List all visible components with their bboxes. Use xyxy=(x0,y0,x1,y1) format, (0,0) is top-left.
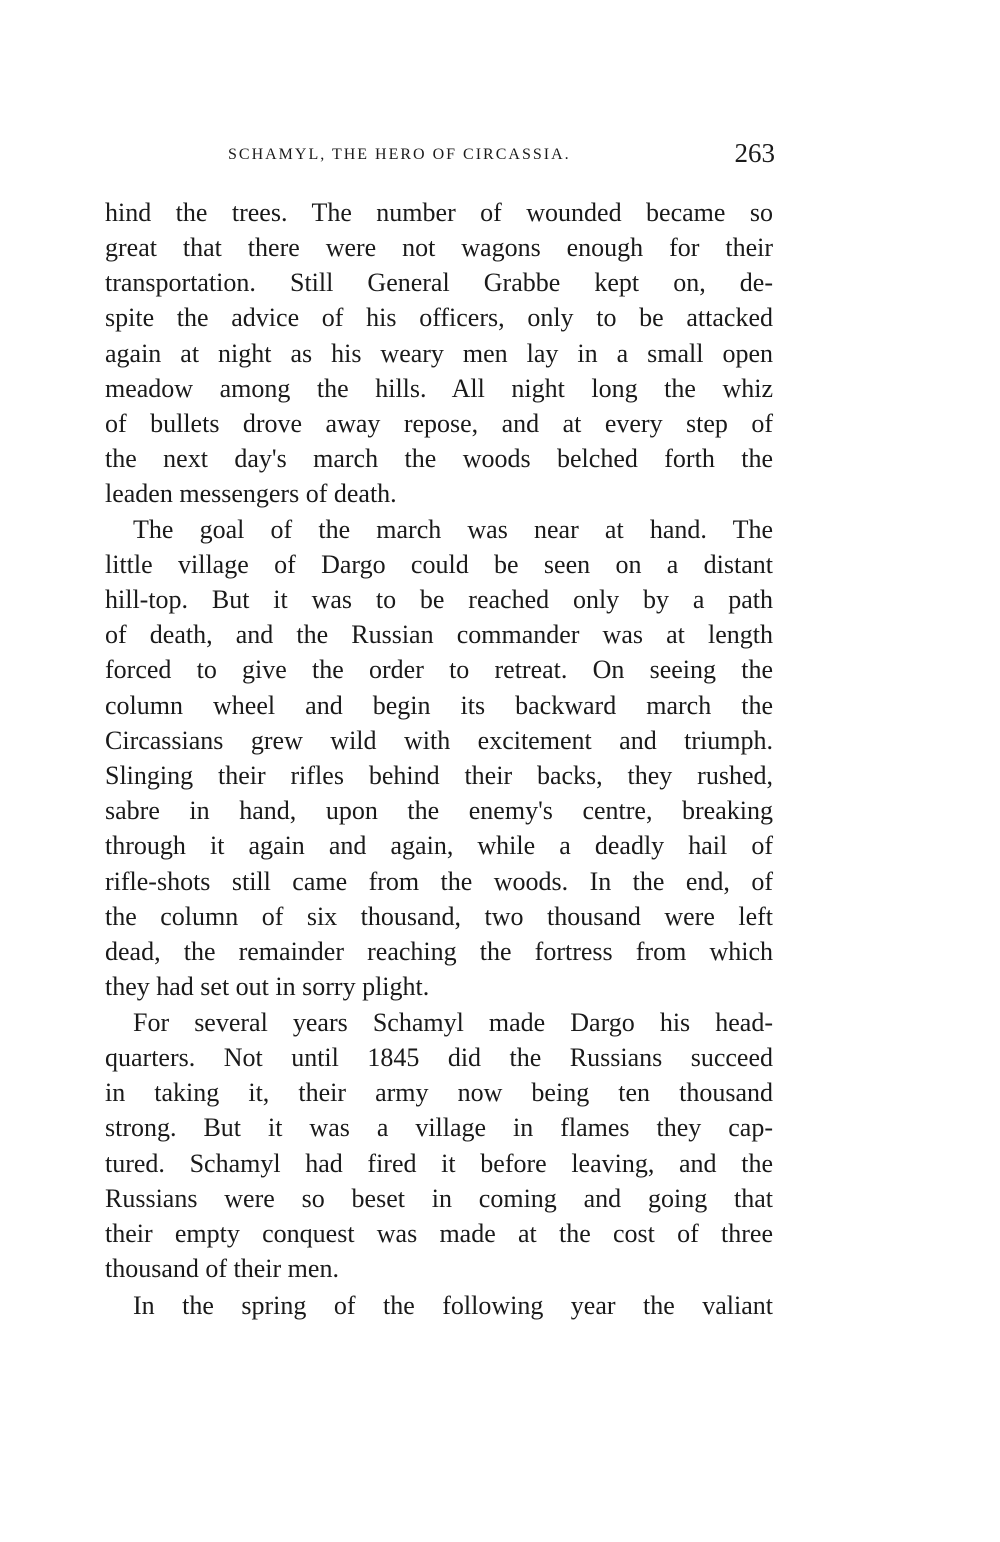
text-line: the column of six thousand, two thousand were left xyxy=(105,902,773,931)
text-line: in taking it, their army now being ten thousand xyxy=(105,1078,773,1107)
text-line: the next day's march the woods belched forth the xyxy=(105,444,773,473)
text-line: dead, the remainder reaching the fortress from which xyxy=(105,937,773,966)
text-line: through it again and again, while a deadly hail of xyxy=(105,831,773,860)
text-line: they had set out in sorry plight. xyxy=(105,972,430,1001)
running-title: SCHAMYL, THE HERO OF CIRCASSIA. xyxy=(228,146,571,163)
text-line: In the spring of the following year the valiant xyxy=(133,1291,773,1320)
text-line: thousand of their men. xyxy=(105,1254,339,1283)
text-line: quarters. Not until 1845 did the Russians succeed xyxy=(105,1043,773,1072)
text-line: again at night as his weary men lay in a small open xyxy=(105,339,773,368)
text-line: Slinging their rifles behind their backs, they rushed, xyxy=(105,761,773,790)
text-line: column wheel and begin its backward march the xyxy=(105,691,773,720)
page-number: 263 xyxy=(734,138,775,168)
text-line: their empty conquest was made at the cost of three xyxy=(105,1219,773,1248)
text-line: Circassians grew wild with excitement and triumph. xyxy=(105,726,773,755)
running-head xyxy=(105,138,775,178)
text-line: meadow among the hills. All night long the whiz xyxy=(105,374,773,403)
text-line: transportation. Still General Grabbe kept on, de- xyxy=(105,268,773,297)
text-line: sabre in hand, upon the enemy's centre, breaking xyxy=(105,796,773,825)
text-line: For several years Schamyl made Dargo his head- xyxy=(133,1008,773,1037)
text-line: hind the trees. The number of wounded became so xyxy=(105,198,773,227)
text-line: strong. But it was a village in flames they cap- xyxy=(105,1113,773,1142)
text-line: Russians were so beset in coming and going that xyxy=(105,1184,773,1213)
text-line: forced to give the order to retreat. On seeing the xyxy=(105,655,773,684)
text-line: great that there were not wagons enough for their xyxy=(105,233,773,262)
text-line: The goal of the march was near at hand. The xyxy=(133,515,773,544)
text-line: rifle-shots still came from the woods. In the end, of xyxy=(105,867,773,896)
text-line: leaden messengers of death. xyxy=(105,479,397,508)
text-line: of death, and the Russian commander was at length xyxy=(105,620,773,649)
text-line: of bullets drove away repose, and at every step of xyxy=(105,409,773,438)
text-line: little village of Dargo could be seen on a distant xyxy=(105,550,773,579)
text-line: hill-top. But it was to be reached only by a path xyxy=(105,585,773,614)
text-line: spite the advice of his officers, only to be attacked xyxy=(105,303,773,332)
text-line: tured. Schamyl had fired it before leaving, and the xyxy=(105,1149,773,1178)
